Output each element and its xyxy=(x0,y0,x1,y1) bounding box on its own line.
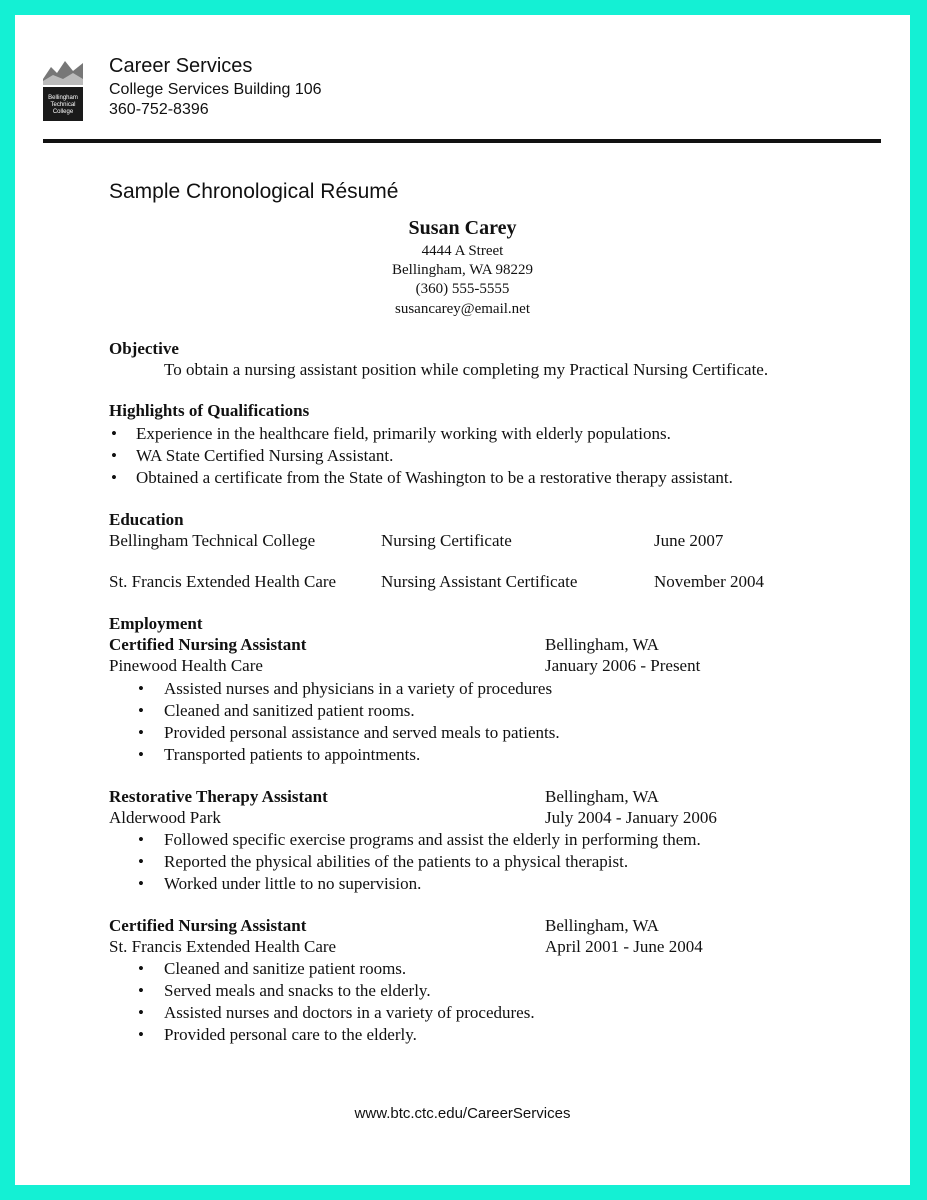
job-duty: Cleaned and sanitized patient rooms. xyxy=(164,701,415,720)
contact-email: susancarey@email.net xyxy=(394,301,530,317)
bullet-icon: • xyxy=(138,959,144,978)
bullet-icon: • xyxy=(138,701,144,720)
education-school: St. Francis Extended Health Care xyxy=(109,572,337,591)
job-duty: Transported patients to appointments. xyxy=(164,745,421,764)
job-title: Certified Nursing Assistant xyxy=(109,916,307,935)
job-duty: Followed specific exercise programs and assist the elderly in performing them. xyxy=(164,830,701,849)
bullet-icon: • xyxy=(111,424,117,443)
contact-city: Bellingham, WA 98229 xyxy=(392,262,533,278)
bullet-icon: • xyxy=(138,1003,144,1022)
document-title: Sample Chronological Résumé xyxy=(109,180,399,203)
highlight-item: Experience in the healthcare field, primarily working with elderly populations. xyxy=(136,424,671,443)
bullet-icon: • xyxy=(138,981,144,1000)
education-date: November 2004 xyxy=(654,572,765,591)
job-title: Certified Nursing Assistant xyxy=(109,635,307,654)
job-location: Bellingham, WA xyxy=(545,787,659,806)
resume-page xyxy=(15,15,910,1185)
college-logo xyxy=(43,57,83,121)
education-date: June 2007 xyxy=(654,531,724,550)
header-divider xyxy=(43,139,881,143)
job-employer: Alderwood Park xyxy=(109,808,221,827)
applicant-name: Susan Carey xyxy=(408,217,517,239)
bullet-icon: • xyxy=(138,852,144,871)
contact-phone: (360) 555-5555 xyxy=(415,281,510,297)
job-dates: July 2004 - January 2006 xyxy=(545,808,717,827)
objective-heading: Objective xyxy=(109,339,179,358)
job-employer: Pinewood Health Care xyxy=(109,656,263,675)
education-credential: Nursing Certificate xyxy=(381,531,512,550)
bullet-icon: • xyxy=(138,830,144,849)
job-duty: Worked under little to no supervision. xyxy=(164,874,422,893)
header-phone: 360-752-8396 xyxy=(109,101,209,118)
bullet-icon: • xyxy=(111,468,117,487)
job-location: Bellingham, WA xyxy=(545,635,659,654)
bullet-icon: • xyxy=(138,874,144,893)
highlight-item: Obtained a certificate from the State of Washington to be a restorative therapy assistant. xyxy=(136,468,733,487)
job-dates: January 2006 - Present xyxy=(545,656,701,675)
bullet-icon: • xyxy=(111,446,117,465)
job-title: Restorative Therapy Assistant xyxy=(109,787,328,806)
bullet-icon: • xyxy=(138,1025,144,1044)
highlight-item: WA State Certified Nursing Assistant. xyxy=(136,446,394,465)
job-duty: Assisted nurses and physicians in a variety of procedures xyxy=(164,679,553,698)
header-title: Career Services xyxy=(109,55,253,77)
bullet-icon: • xyxy=(138,745,144,764)
job-duty: Provided personal care to the elderly. xyxy=(164,1025,417,1044)
job-duty: Assisted nurses and doctors in a variety of procedures. xyxy=(164,1003,535,1022)
objective-text: To obtain a nursing assistant position while completing my Practical Nursing Certificate. xyxy=(164,360,769,379)
job-duty: Reported the physical abilities of the patients to a physical therapist. xyxy=(164,852,629,871)
education-heading: Education xyxy=(109,510,184,529)
bullet-icon: • xyxy=(138,679,144,698)
header-address: College Services Building 106 xyxy=(109,81,322,98)
job-dates: April 2001 - June 2004 xyxy=(545,937,703,956)
job-duty: Served meals and snacks to the elderly. xyxy=(164,981,431,1000)
contact-street: 4444 A Street xyxy=(421,243,504,259)
job-duty: Cleaned and sanitize patient rooms. xyxy=(164,959,407,978)
employment-heading: Employment xyxy=(109,614,203,633)
education-school: Bellingham Technical College xyxy=(109,531,316,550)
education-credential: Nursing Assistant Certificate xyxy=(381,572,578,591)
bullet-icon: • xyxy=(138,723,144,742)
job-employer: St. Francis Extended Health Care xyxy=(109,937,337,956)
highlights-heading: Highlights of Qualifications xyxy=(109,401,310,420)
job-location: Bellingham, WA xyxy=(545,916,659,935)
logo-text: Bellingham Technical College xyxy=(48,95,78,115)
footer-url[interactable]: www.btc.ctc.edu/CareerServices xyxy=(354,1105,571,1122)
job-duty: Provided personal assistance and served meals to patients. xyxy=(164,723,560,742)
